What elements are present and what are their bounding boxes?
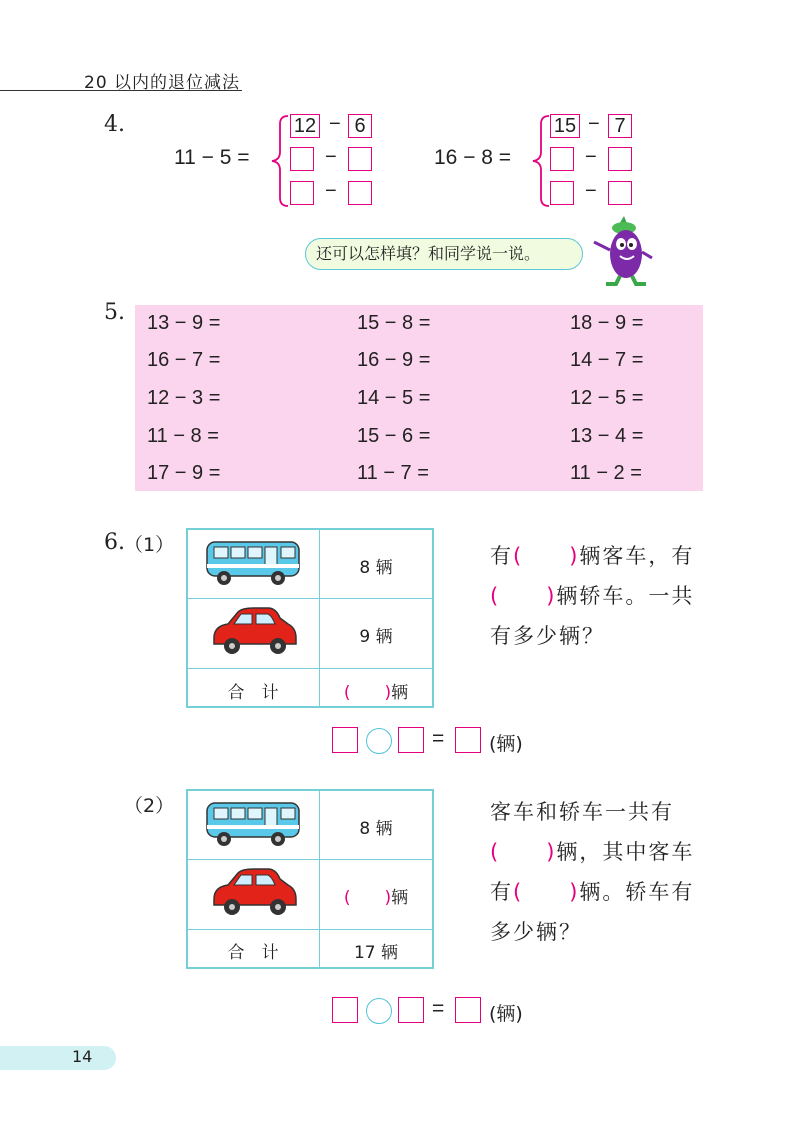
- page-number-tab: [0, 1046, 116, 1070]
- q4-right-box-2b[interactable]: [608, 147, 632, 171]
- bus-count: 8 辆: [359, 819, 393, 839]
- minus-sign: −: [325, 180, 337, 202]
- q5-problem: 13 − 9 =: [147, 312, 221, 334]
- q5-problem: 18 − 9 =: [570, 312, 644, 334]
- table-divider: [186, 598, 434, 599]
- table-divider: [186, 859, 434, 860]
- equals-sign: =: [432, 997, 445, 1020]
- total-label: 合 计: [227, 943, 279, 963]
- answer-blank[interactable]: ( ): [513, 880, 580, 904]
- q5-problem: 16 − 9 =: [357, 349, 431, 371]
- equation-box[interactable]: [455, 997, 481, 1023]
- q4-right-brace: [529, 114, 551, 208]
- header-rule: [0, 90, 242, 91]
- minus-sign: −: [588, 113, 600, 135]
- q4-number: 4.: [104, 112, 125, 137]
- q4-left-box-2b[interactable]: [348, 147, 372, 171]
- story-text: 有多少辆？: [490, 624, 605, 648]
- story-text: 多少辆？: [490, 920, 582, 944]
- q5-problem: 17 − 9 =: [147, 462, 221, 484]
- q4-right-box-1b[interactable]: 7: [608, 114, 632, 138]
- story-text: 辆轿车。一共: [556, 584, 695, 608]
- bus-icon: [204, 797, 302, 849]
- car-count: 9 辆: [359, 627, 393, 647]
- car-icon: [208, 604, 298, 660]
- total-cell: [320, 678, 432, 703]
- q4-left-box-3a[interactable]: [290, 181, 314, 205]
- q4-right-box-3b[interactable]: [608, 181, 632, 205]
- answer-blank[interactable]: ( ): [343, 888, 392, 908]
- q5-problem: 14 − 7 =: [570, 349, 644, 371]
- equation-box[interactable]: [332, 997, 358, 1023]
- equals-sign: =: [432, 727, 445, 750]
- equation-box[interactable]: [398, 997, 424, 1023]
- q6-part2-label: （2）: [124, 795, 175, 817]
- q6-number: 6.: [104, 530, 125, 555]
- story-text: 有: [490, 880, 513, 904]
- q4-left-box-1a[interactable]: 12: [290, 114, 320, 138]
- q4-right-expression: 16 − 8 =: [434, 146, 512, 169]
- q4-right-box-3a[interactable]: [550, 181, 574, 205]
- q4-left-box-1b[interactable]: 6: [348, 114, 372, 138]
- bus-icon: [204, 536, 302, 588]
- q6-part1-label: （1）: [124, 534, 175, 556]
- q4-left-expression: 11 − 5 =: [174, 146, 250, 169]
- q6-part2-story: [490, 792, 720, 952]
- q5-problem: 12 − 3 =: [147, 387, 221, 409]
- total-count: 17 辆: [353, 943, 399, 963]
- answer-blank[interactable]: ( ): [490, 584, 557, 608]
- q5-problem: 11 − 7 =: [357, 462, 429, 484]
- car-icon: [208, 865, 298, 921]
- q5-number: 5.: [104, 300, 125, 325]
- q4-left-box-2a[interactable]: [290, 147, 314, 171]
- minus-sign: −: [329, 113, 341, 135]
- total-label: 合 计: [227, 683, 279, 703]
- q4-right-box-1a[interactable]: 15: [550, 114, 580, 138]
- table-divider: [186, 668, 434, 669]
- answer-blank[interactable]: ( ): [343, 683, 392, 703]
- minus-sign: −: [325, 146, 337, 168]
- unit-label: 辆: [391, 683, 409, 703]
- eggplant-mascot-icon: [584, 208, 664, 288]
- answer-blank[interactable]: ( ): [490, 840, 557, 864]
- unit-label: (辆): [489, 733, 523, 755]
- bus-count: 8 辆: [359, 558, 393, 578]
- q6-part1-story: [490, 536, 720, 656]
- answer-blank[interactable]: ( ): [513, 544, 580, 568]
- operator-circle[interactable]: [366, 728, 392, 754]
- q5-problem: 15 − 8 =: [357, 312, 431, 334]
- q5-problem: 14 − 5 =: [357, 387, 431, 409]
- page-number: 14: [72, 1047, 93, 1066]
- car-count-cell: [320, 883, 432, 908]
- equation-box[interactable]: [332, 727, 358, 753]
- q4-right-box-2a[interactable]: [550, 147, 574, 171]
- story-text: 辆，其中客车: [556, 840, 695, 864]
- table-divider: [186, 929, 434, 930]
- story-text: 有: [490, 544, 513, 568]
- q5-problem: 11 − 2 =: [570, 462, 642, 484]
- operator-circle[interactable]: [366, 998, 392, 1024]
- q5-problem: 16 − 7 =: [147, 349, 221, 371]
- minus-sign: −: [585, 146, 597, 168]
- hint-speech-bubble: 还可以怎样填？和同学说一说。: [305, 238, 583, 270]
- q5-problem: 11 − 8 =: [147, 425, 219, 447]
- q5-problem: 13 − 4 =: [570, 425, 644, 447]
- story-text: 辆。轿车有: [579, 880, 695, 904]
- equation-box[interactable]: [455, 727, 481, 753]
- story-text: 辆客车，有: [579, 544, 695, 568]
- minus-sign: −: [585, 180, 597, 202]
- q4-left-box-3b[interactable]: [348, 181, 372, 205]
- q5-problem: 15 − 6 =: [357, 425, 431, 447]
- unit-label: 辆: [391, 888, 409, 908]
- unit-label: (辆): [489, 1003, 523, 1025]
- q4-left-brace: [268, 114, 290, 208]
- q5-problem: 12 − 5 =: [570, 387, 644, 409]
- equation-box[interactable]: [398, 727, 424, 753]
- chapter-title: 20 以内的退位减法: [84, 73, 241, 93]
- story-text: 客车和轿车一共有: [490, 800, 674, 824]
